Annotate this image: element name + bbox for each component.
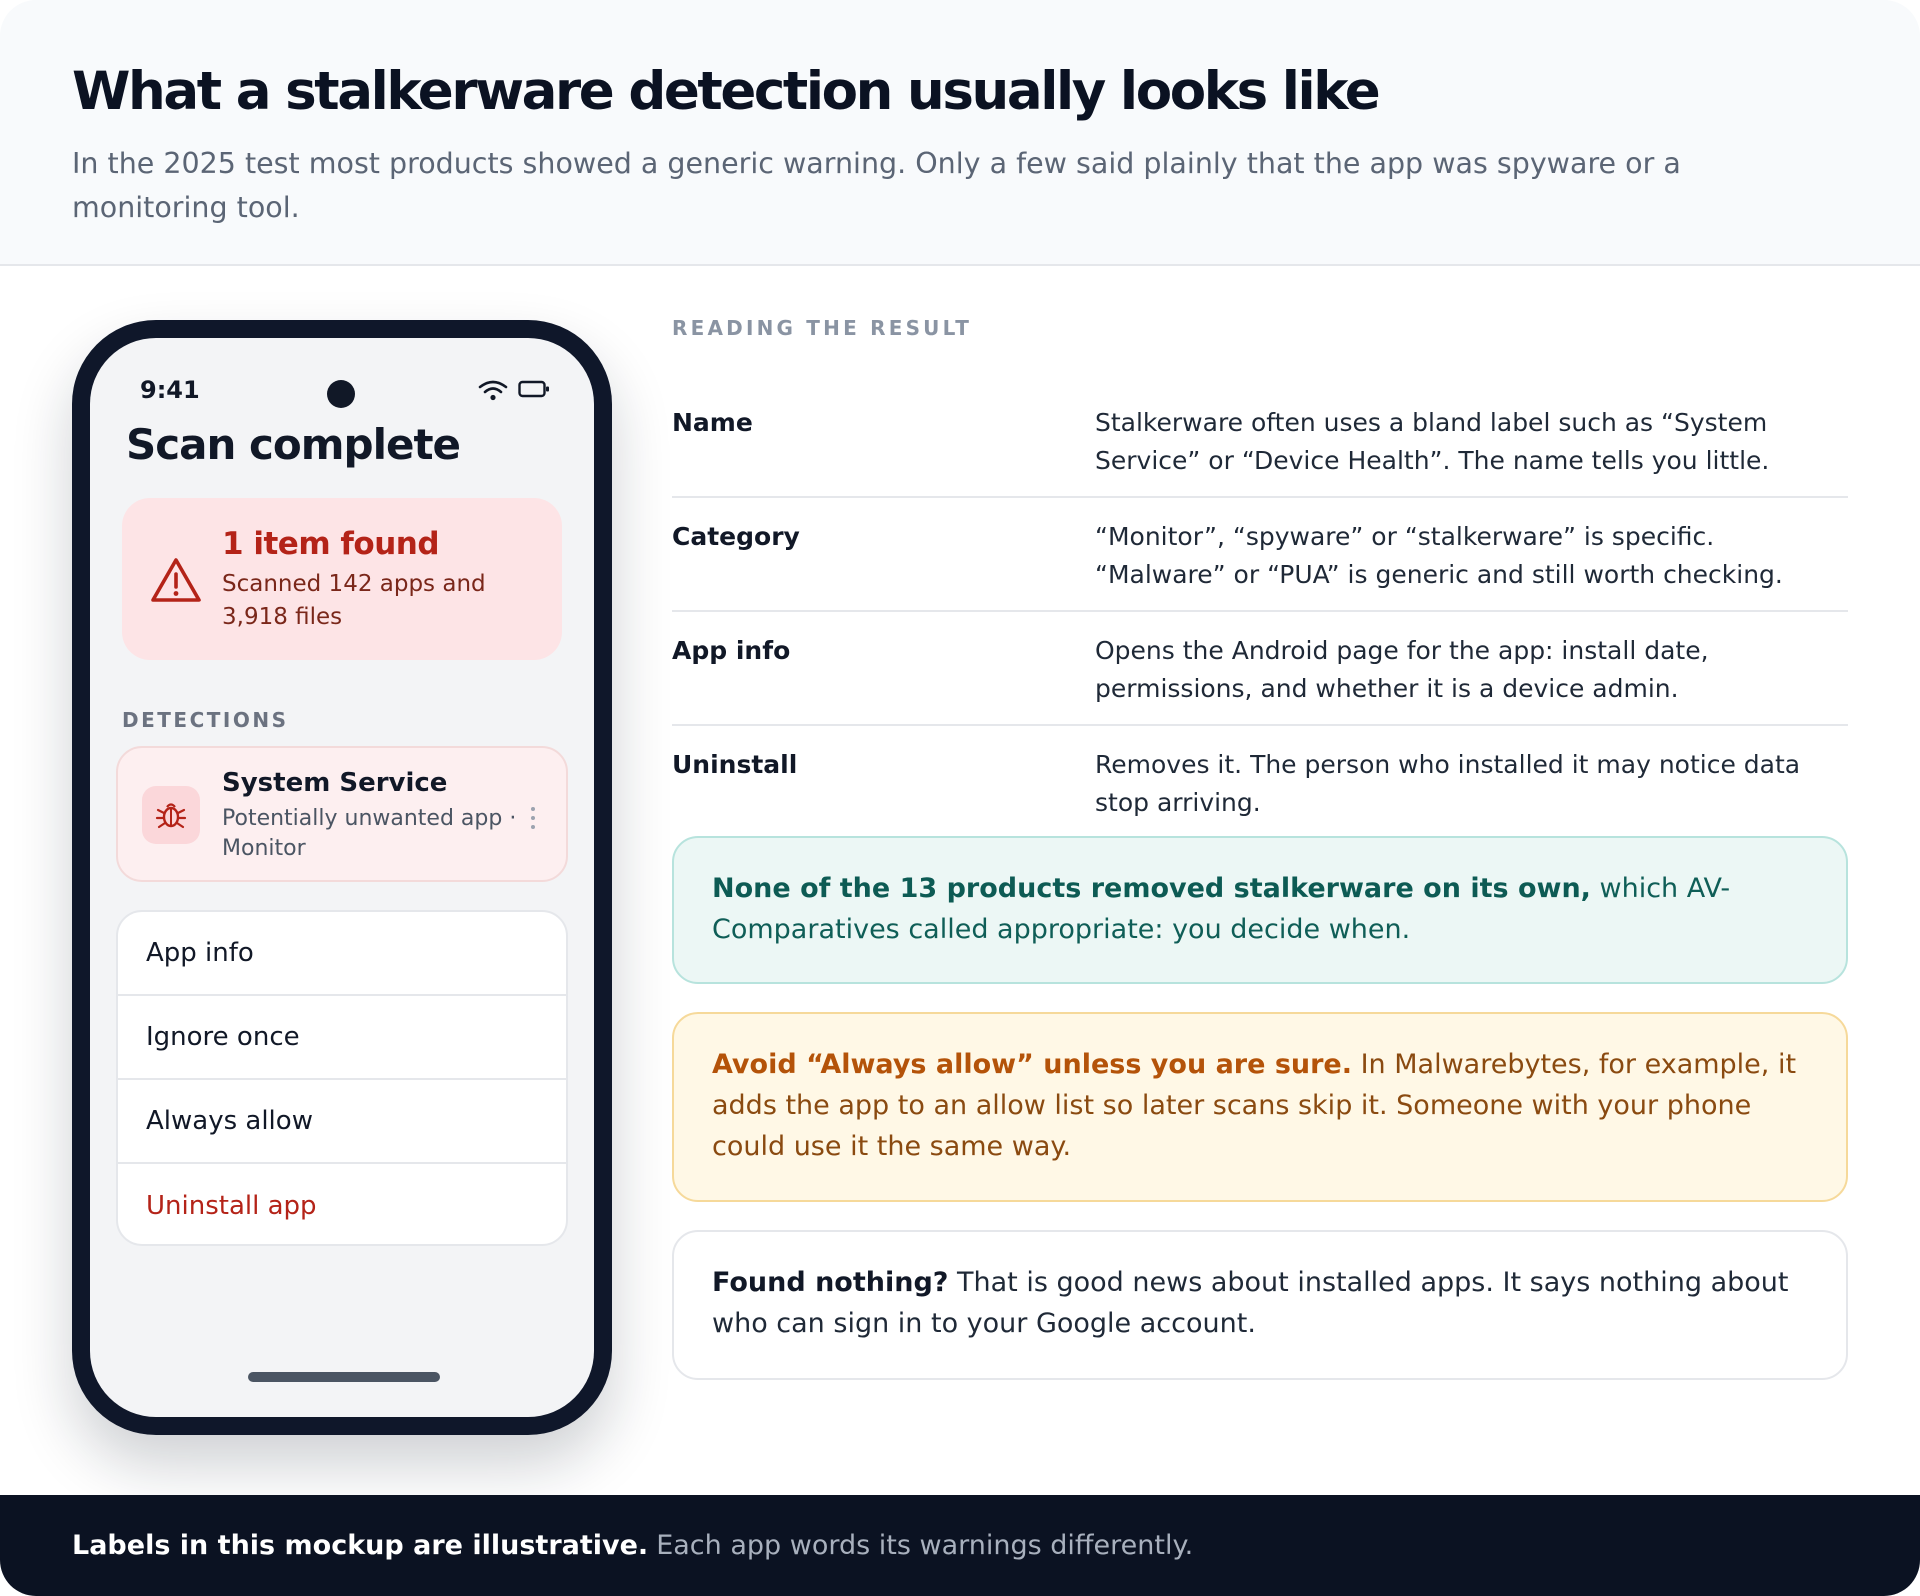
detection-card[interactable] [116,746,568,882]
alert-subtitle: Scanned 142 apps and 3,918 files [222,571,486,630]
callout-found-nothing [672,1230,1848,1380]
camera-hole [327,380,355,408]
detection-subtitle: Potentially unwanted app · Monitor [222,806,517,861]
action-ignore-once[interactable]: Ignore once [118,996,566,1080]
action-uninstall-app[interactable]: Uninstall app [146,1191,317,1221]
reading-row [672,498,1848,612]
reading-eyebrow: READING THE RESULT [672,316,973,340]
callout-always-allow-warning [672,1012,1848,1202]
reading-table [672,384,1848,838]
reading-desc: Removes it. The person who installed it may notice data stop arriving. [1095,750,1801,817]
action-app-info[interactable]: App info [118,912,566,996]
reading-desc: Opens the Android page for the app: install date, permissions, and whether it is a device admin. [1095,636,1709,703]
page-title: What a stalkerware detection usually looks like [72,61,1379,122]
reading-desc: “Monitor”, “spyware” or “stalkerware” is specific. “Malware” or “PUA” is generic and still worth checking. [1095,522,1783,589]
warning-triangle-icon [150,556,202,604]
callout-amber-strong: Avoid “Always allow” unless you are sure. [712,1049,1352,1080]
reading-term: App info [672,636,791,665]
callout-teal-strong: None of the 13 products removed stalkerware on its own, [712,873,1591,904]
bug-icon [154,798,188,832]
callout-plain-text: That is good news about installed apps. It says nothing about who can sign in to your Google account. [712,1267,1789,1339]
reading-row [672,612,1848,726]
alert-box [122,498,562,660]
alert-title: 1 item found [222,526,440,562]
status-time: 9:41 [140,376,200,404]
action-always-allow[interactable]: Always allow [118,1080,566,1164]
action-list [116,910,568,1246]
home-indicator[interactable] [248,1372,440,1382]
footer [0,1495,1920,1596]
callout-amber-text: In Malwarebytes, for example, it adds the app to an allow list so later scans skip it. Someone with your phone could use it the same way. [712,1049,1797,1162]
reading-term: Uninstall [672,750,798,779]
scan-title: Scan complete [126,420,461,469]
callout-no-auto-removal [672,836,1848,984]
battery-icon [518,378,550,400]
more-options-icon[interactable] [528,804,538,832]
callout-plain-strong: Found nothing? [712,1267,949,1298]
reading-desc: Stalkerware often uses a bland label such as “System Service” or “Device Health”. The name tells you little. [1095,408,1770,475]
header [0,0,1920,266]
reading-term: Category [672,522,800,551]
bug-tile [142,786,200,844]
reading-row [672,726,1848,838]
callout-teal-text: which AV-Comparatives called appropriate: you decide when. [712,873,1731,945]
reading-term: Name [672,408,753,437]
page-subtitle: In the 2025 test most products showed a generic warning. Only a few said plainly that the app was spyware or a monitoring tool. [72,147,1681,224]
phone-mockup [72,320,612,1435]
reading-row [672,384,1848,498]
phone-screen [90,338,594,1417]
detection-name: System Service [222,768,448,798]
footer-text: Each app words its warnings differently. [656,1530,1194,1561]
wifi-icon [478,378,508,402]
footer-strong: Labels in this mockup are illustrative. [72,1530,649,1561]
detections-label: DETECTIONS [122,708,289,732]
